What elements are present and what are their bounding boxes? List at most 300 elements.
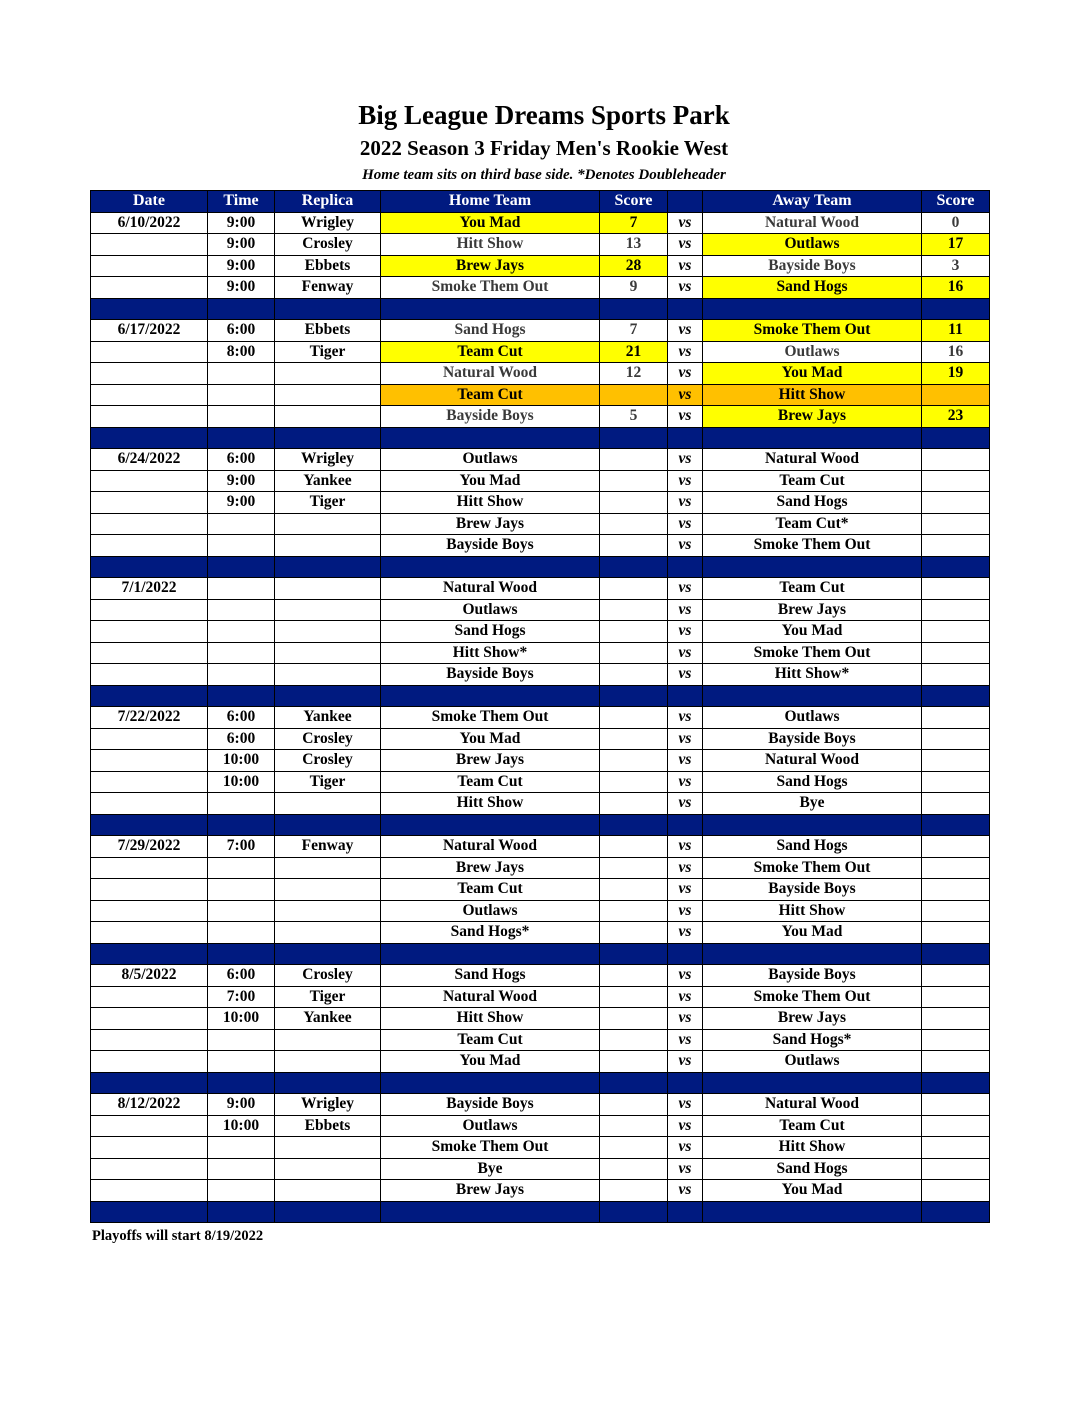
game-replica — [275, 879, 381, 901]
game-replica — [275, 1029, 381, 1051]
away-team: Sand Hogs — [703, 1158, 922, 1180]
table-row — [91, 1180, 990, 1202]
game-date — [91, 922, 208, 944]
game-date — [91, 277, 208, 299]
away-team: Team Cut — [703, 470, 922, 492]
game-replica: Tiger — [275, 986, 381, 1008]
home-team: Sand Hogs — [381, 320, 600, 342]
away-team: Outlaws — [703, 707, 922, 729]
home-team: Bayside Boys — [381, 535, 600, 557]
game-time — [208, 406, 275, 428]
game-time — [208, 1029, 275, 1051]
game-replica: Tiger — [275, 771, 381, 793]
vs-label: vs — [668, 1158, 703, 1180]
table-row — [91, 320, 990, 342]
game-time — [208, 900, 275, 922]
game-time: 6:00 — [208, 449, 275, 471]
home-score: 28 — [600, 255, 668, 277]
home-team: Team Cut — [381, 879, 600, 901]
game-time — [208, 642, 275, 664]
game-time: 10:00 — [208, 771, 275, 793]
home-team: Smoke Them Out — [381, 1137, 600, 1159]
home-team: Outlaws — [381, 900, 600, 922]
game-replica — [275, 922, 381, 944]
home-score — [600, 578, 668, 600]
home-team: You Mad — [381, 470, 600, 492]
home-score — [600, 1158, 668, 1180]
away-score — [922, 621, 990, 643]
vs-label: vs — [668, 771, 703, 793]
separator-cell — [600, 298, 668, 320]
away-team: Hitt Show — [703, 900, 922, 922]
week-separator — [91, 427, 990, 449]
away-score: 11 — [922, 320, 990, 342]
game-time: 8:00 — [208, 341, 275, 363]
game-time: 10:00 — [208, 750, 275, 772]
away-team: Outlaws — [703, 341, 922, 363]
game-date: 7/22/2022 — [91, 707, 208, 729]
game-replica — [275, 578, 381, 600]
week-separator — [91, 1072, 990, 1094]
game-time: 9:00 — [208, 492, 275, 514]
home-team: Outlaws — [381, 449, 600, 471]
home-score — [600, 728, 668, 750]
week-separator — [91, 814, 990, 836]
separator-cell — [600, 1201, 668, 1223]
away-team: Natural Wood — [703, 212, 922, 234]
away-score — [922, 1158, 990, 1180]
game-time: 7:00 — [208, 836, 275, 858]
vs-label: vs — [668, 384, 703, 406]
table-row — [91, 1158, 990, 1180]
vs-label: vs — [668, 879, 703, 901]
home-score: 9 — [600, 277, 668, 299]
vs-label: vs — [668, 234, 703, 256]
game-replica: Ebbets — [275, 255, 381, 277]
game-time: 10:00 — [208, 1115, 275, 1137]
game-date — [91, 513, 208, 535]
game-replica — [275, 406, 381, 428]
home-team: Natural Wood — [381, 836, 600, 858]
game-replica — [275, 900, 381, 922]
separator-cell — [668, 1072, 703, 1094]
away-team: Team Cut* — [703, 513, 922, 535]
away-score — [922, 578, 990, 600]
table-row — [91, 406, 990, 428]
home-score — [600, 1008, 668, 1030]
separator-cell — [703, 814, 922, 836]
away-team: Natural Wood — [703, 1094, 922, 1116]
game-date — [91, 793, 208, 815]
separator-cell — [381, 1072, 600, 1094]
separator-cell — [91, 943, 208, 965]
away-score — [922, 535, 990, 557]
home-score — [600, 750, 668, 772]
game-time: 9:00 — [208, 255, 275, 277]
away-score — [922, 750, 990, 772]
away-score — [922, 986, 990, 1008]
separator-cell — [668, 1201, 703, 1223]
separator-cell — [275, 427, 381, 449]
game-replica: Wrigley — [275, 1094, 381, 1116]
away-team: Hitt Show — [703, 384, 922, 406]
home-team: Bayside Boys — [381, 406, 600, 428]
away-team: Bayside Boys — [703, 255, 922, 277]
vs-label: vs — [668, 578, 703, 600]
game-replica: Tiger — [275, 341, 381, 363]
vs-label: vs — [668, 363, 703, 385]
game-time: 9:00 — [208, 1094, 275, 1116]
page-title: Big League Dreams Sports Park — [358, 100, 730, 130]
separator-cell — [668, 943, 703, 965]
separator-cell — [703, 427, 922, 449]
table-row — [91, 771, 990, 793]
away-score — [922, 879, 990, 901]
table-row — [91, 642, 990, 664]
col-header-away-team: Away Team — [703, 191, 922, 213]
game-date — [91, 771, 208, 793]
week-separator — [91, 556, 990, 578]
home-team: Team Cut — [381, 1029, 600, 1051]
separator-cell — [91, 814, 208, 836]
home-score — [600, 384, 668, 406]
table-row — [91, 621, 990, 643]
table-row — [91, 922, 990, 944]
separator-cell — [275, 814, 381, 836]
separator-cell — [668, 685, 703, 707]
separator-cell — [600, 814, 668, 836]
separator-cell — [275, 1201, 381, 1223]
separator-cell — [922, 556, 990, 578]
col-header-replica: Replica — [275, 191, 381, 213]
home-score — [600, 1137, 668, 1159]
separator-cell — [381, 943, 600, 965]
game-time — [208, 664, 275, 686]
separator-cell — [275, 1072, 381, 1094]
separator-cell — [600, 943, 668, 965]
home-team: Brew Jays — [381, 255, 600, 277]
away-team: Smoke Them Out — [703, 535, 922, 557]
game-date: 6/10/2022 — [91, 212, 208, 234]
home-team: You Mad — [381, 212, 600, 234]
game-time: 9:00 — [208, 470, 275, 492]
away-score: 23 — [922, 406, 990, 428]
game-date — [91, 492, 208, 514]
home-score — [600, 621, 668, 643]
game-replica — [275, 642, 381, 664]
home-score — [600, 900, 668, 922]
table-row — [91, 341, 990, 363]
table-row — [91, 255, 990, 277]
game-replica — [275, 513, 381, 535]
home-score — [600, 879, 668, 901]
vs-label: vs — [668, 341, 703, 363]
away-score — [922, 965, 990, 987]
game-time — [208, 535, 275, 557]
header-row — [91, 191, 990, 213]
game-replica — [275, 384, 381, 406]
home-score — [600, 771, 668, 793]
table-row — [91, 212, 990, 234]
game-replica — [275, 793, 381, 815]
game-time: 10:00 — [208, 1008, 275, 1030]
game-replica — [275, 1051, 381, 1073]
game-replica — [275, 621, 381, 643]
separator-cell — [600, 685, 668, 707]
away-team: Sand Hogs — [703, 277, 922, 299]
away-team: You Mad — [703, 363, 922, 385]
col-header-away-score: Score — [922, 191, 990, 213]
separator-cell — [922, 1201, 990, 1223]
away-team: Hitt Show — [703, 1137, 922, 1159]
away-team: Smoke Them Out — [703, 642, 922, 664]
home-team: Sand Hogs — [381, 965, 600, 987]
away-score — [922, 513, 990, 535]
col-header-home-team: Home Team — [381, 191, 600, 213]
away-score — [922, 900, 990, 922]
away-team: Natural Wood — [703, 750, 922, 772]
game-date — [91, 1137, 208, 1159]
away-team: Smoke Them Out — [703, 320, 922, 342]
away-team: You Mad — [703, 922, 922, 944]
vs-label: vs — [668, 642, 703, 664]
vs-label: vs — [668, 1008, 703, 1030]
home-score: 7 — [600, 320, 668, 342]
table-row — [91, 728, 990, 750]
away-team: You Mad — [703, 621, 922, 643]
separator-cell — [208, 1072, 275, 1094]
schedule-table — [90, 190, 990, 1223]
game-time — [208, 363, 275, 385]
home-score — [600, 793, 668, 815]
game-date — [91, 406, 208, 428]
game-date — [91, 664, 208, 686]
home-score — [600, 836, 668, 858]
table-row — [91, 513, 990, 535]
separator-cell — [208, 943, 275, 965]
away-score — [922, 1180, 990, 1202]
home-score — [600, 986, 668, 1008]
separator-cell — [91, 427, 208, 449]
game-replica — [275, 599, 381, 621]
table-row — [91, 1008, 990, 1030]
away-team: Team Cut — [703, 1115, 922, 1137]
away-score — [922, 793, 990, 815]
home-score — [600, 599, 668, 621]
separator-cell — [275, 943, 381, 965]
game-time — [208, 1158, 275, 1180]
separator-cell — [381, 685, 600, 707]
game-replica: Yankee — [275, 707, 381, 729]
home-score: 12 — [600, 363, 668, 385]
game-date — [91, 535, 208, 557]
separator-cell — [208, 1201, 275, 1223]
home-team: Brew Jays — [381, 750, 600, 772]
separator-cell — [91, 1072, 208, 1094]
table-row — [91, 1137, 990, 1159]
separator-cell — [703, 556, 922, 578]
home-team: Outlaws — [381, 1115, 600, 1137]
home-score — [600, 535, 668, 557]
separator-cell — [208, 556, 275, 578]
separator-cell — [703, 685, 922, 707]
game-time: 9:00 — [208, 277, 275, 299]
game-date: 7/1/2022 — [91, 578, 208, 600]
away-score: 17 — [922, 234, 990, 256]
table-row — [91, 234, 990, 256]
away-team: Brew Jays — [703, 406, 922, 428]
separator-cell — [668, 298, 703, 320]
game-time: 6:00 — [208, 965, 275, 987]
game-replica — [275, 1180, 381, 1202]
away-score — [922, 728, 990, 750]
away-score — [922, 1051, 990, 1073]
home-team: Natural Wood — [381, 363, 600, 385]
game-replica: Yankee — [275, 470, 381, 492]
game-replica — [275, 363, 381, 385]
week-separator — [91, 685, 990, 707]
vs-label: vs — [668, 900, 703, 922]
separator-cell — [381, 427, 600, 449]
away-team: Natural Wood — [703, 449, 922, 471]
home-team: Natural Wood — [381, 986, 600, 1008]
schedule-body — [91, 212, 990, 1223]
table-row — [91, 879, 990, 901]
table-row — [91, 857, 990, 879]
home-team: Team Cut — [381, 341, 600, 363]
vs-label: vs — [668, 1180, 703, 1202]
game-time: 7:00 — [208, 986, 275, 1008]
game-date — [91, 1158, 208, 1180]
week-separator — [91, 1201, 990, 1223]
game-replica: Crosley — [275, 750, 381, 772]
away-score — [922, 771, 990, 793]
table-row — [91, 363, 990, 385]
game-time — [208, 621, 275, 643]
table-row — [91, 578, 990, 600]
separator-cell — [91, 298, 208, 320]
away-score — [922, 857, 990, 879]
game-time — [208, 879, 275, 901]
table-row — [91, 1029, 990, 1051]
separator-cell — [922, 943, 990, 965]
game-date — [91, 728, 208, 750]
vs-label: vs — [668, 707, 703, 729]
game-time: 6:00 — [208, 320, 275, 342]
vs-label: vs — [668, 1051, 703, 1073]
separator-cell — [275, 298, 381, 320]
away-score — [922, 384, 990, 406]
game-date: 7/29/2022 — [91, 836, 208, 858]
vs-label: vs — [668, 449, 703, 471]
away-team: Sand Hogs — [703, 836, 922, 858]
home-score — [600, 1051, 668, 1073]
away-team: Outlaws — [703, 1051, 922, 1073]
game-replica: Crosley — [275, 234, 381, 256]
table-row — [91, 1115, 990, 1137]
table-row — [91, 793, 990, 815]
away-team: Brew Jays — [703, 599, 922, 621]
game-time — [208, 599, 275, 621]
table-row — [91, 965, 990, 987]
col-header-vs — [668, 191, 703, 213]
table-row — [91, 470, 990, 492]
separator-cell — [208, 814, 275, 836]
away-team: Bayside Boys — [703, 728, 922, 750]
home-team: Hitt Show* — [381, 642, 600, 664]
game-date — [91, 642, 208, 664]
home-score — [600, 449, 668, 471]
home-team: Natural Wood — [381, 578, 600, 600]
home-score — [600, 513, 668, 535]
table-row — [91, 707, 990, 729]
away-score — [922, 449, 990, 471]
away-score — [922, 599, 990, 621]
game-date — [91, 384, 208, 406]
home-team: Sand Hogs* — [381, 922, 600, 944]
away-team: Outlaws — [703, 234, 922, 256]
vs-label: vs — [668, 986, 703, 1008]
away-team: Bayside Boys — [703, 879, 922, 901]
separator-cell — [381, 1201, 600, 1223]
separator-cell — [703, 298, 922, 320]
home-team: Brew Jays — [381, 1180, 600, 1202]
away-score — [922, 492, 990, 514]
game-replica — [275, 1158, 381, 1180]
home-score: 13 — [600, 234, 668, 256]
away-score — [922, 1115, 990, 1137]
col-header-time: Time — [208, 191, 275, 213]
away-team: Team Cut — [703, 578, 922, 600]
separator-cell — [922, 1072, 990, 1094]
game-date — [91, 986, 208, 1008]
home-score: 5 — [600, 406, 668, 428]
home-score — [600, 922, 668, 944]
separator-cell — [668, 556, 703, 578]
home-score: 21 — [600, 341, 668, 363]
vs-label: vs — [668, 728, 703, 750]
game-time: 6:00 — [208, 728, 275, 750]
game-date — [91, 879, 208, 901]
vs-label: vs — [668, 212, 703, 234]
away-score — [922, 922, 990, 944]
game-replica — [275, 857, 381, 879]
table-row — [91, 449, 990, 471]
week-separator — [91, 298, 990, 320]
separator-cell — [91, 685, 208, 707]
vs-label: vs — [668, 406, 703, 428]
game-date — [91, 1115, 208, 1137]
game-replica: Wrigley — [275, 449, 381, 471]
home-score — [600, 1029, 668, 1051]
game-date — [91, 857, 208, 879]
away-score: 16 — [922, 277, 990, 299]
home-team: Hitt Show — [381, 234, 600, 256]
separator-cell — [703, 1072, 922, 1094]
home-score — [600, 707, 668, 729]
home-team: Outlaws — [381, 599, 600, 621]
game-replica: Yankee — [275, 1008, 381, 1030]
table-row — [91, 277, 990, 299]
away-team: Smoke Them Out — [703, 857, 922, 879]
vs-label: vs — [668, 1029, 703, 1051]
game-replica: Crosley — [275, 728, 381, 750]
home-team: Team Cut — [381, 771, 600, 793]
game-date: 6/24/2022 — [91, 449, 208, 471]
home-team: Smoke Them Out — [381, 277, 600, 299]
schedule-note: Home team sits on third base side. *Denotes Doubleheader — [362, 167, 726, 183]
game-time — [208, 1137, 275, 1159]
